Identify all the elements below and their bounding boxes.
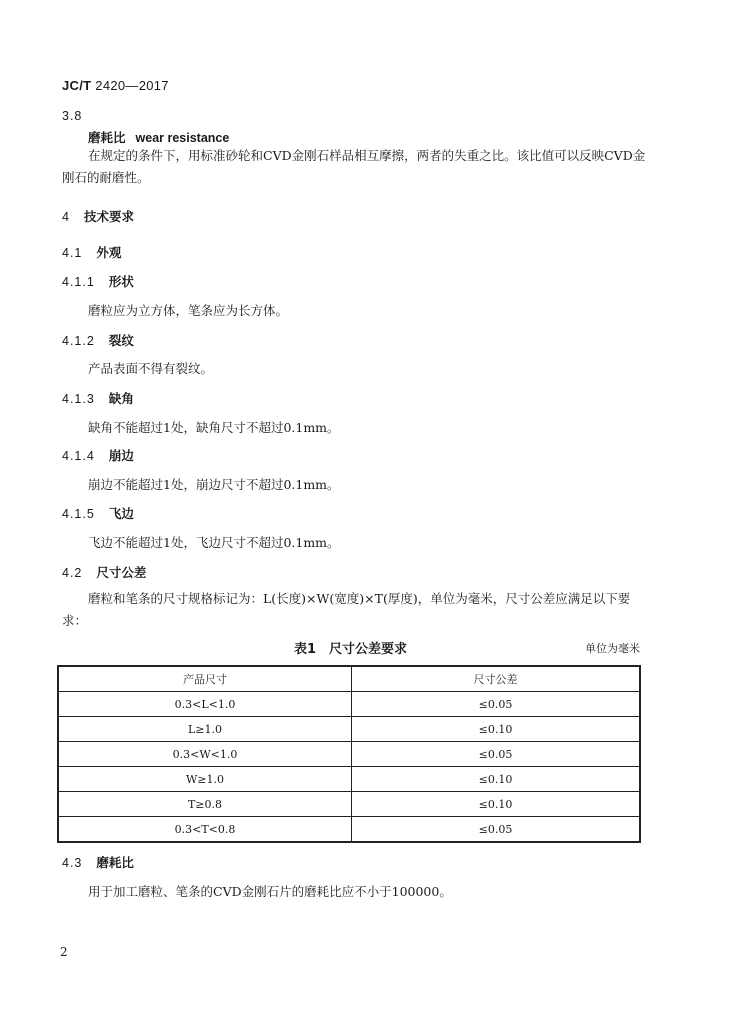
table-cell: ≤0.10 <box>352 767 641 792</box>
chipped-edge-requirement-text: 崩边不能超过1处，崩边尺寸不超过0.1mm。 <box>88 477 340 492</box>
dimension-tolerance-text: 磨粒和笔条的尺寸规格标记为：L(长度)×W(宽度)×T(厚度)，单位为毫米，尺寸公差应满足以下要求： <box>62 591 631 628</box>
standard-code: JC/T <box>62 78 92 93</box>
table-cell: ≤0.10 <box>352 792 641 817</box>
shape-requirement-text: 磨粒应为立方体，笔条应为长方体。 <box>88 303 289 318</box>
page-number: 2 <box>60 945 68 959</box>
table-header-cell: 尺寸公差 <box>352 666 641 692</box>
section-heading-4-1-2: 4.1.2 裂纹 <box>62 333 134 348</box>
table-row <box>58 792 640 817</box>
standard-code-header <box>62 78 169 93</box>
section-heading-4-1: 4.1 外观 <box>62 245 122 260</box>
wear-ratio-requirement-text: 用于加工磨粒、笔条的CVD金刚石片的磨耗比应不小于100000。 <box>88 884 452 899</box>
table-cell: W≥1.0 <box>58 767 352 792</box>
flash-edge-requirement-text: 飞边不能超过1处，飞边尺寸不超过0.1mm。 <box>88 535 340 550</box>
table-cell: ≤0.05 <box>352 692 641 717</box>
section-heading-4-3: 4.3 磨耗比 <box>62 855 134 870</box>
table-header-row <box>58 666 640 692</box>
table-cell: ≤0.05 <box>352 817 641 843</box>
dimension-tolerance-table <box>57 665 641 843</box>
table-cell: ≤0.10 <box>352 717 641 742</box>
section-heading-4-1-5: 4.1.5 飞边 <box>62 506 134 521</box>
crack-requirement-text: 产品表面不得有裂纹。 <box>88 361 214 376</box>
section-heading-4-1-1: 4.1.1 形状 <box>62 274 134 289</box>
section-heading-4-1-4: 4.1.4 崩边 <box>62 448 134 463</box>
table-row <box>58 692 640 717</box>
table-unit: 单位为毫米 <box>585 642 640 655</box>
section-heading-4-1-3: 4.1.3 缺角 <box>62 391 134 406</box>
term-chinese: 磨耗比 <box>88 130 126 145</box>
table-cell: 0.3<W<1.0 <box>58 742 352 767</box>
table-row <box>58 742 640 767</box>
standard-year: 2420—2017 <box>95 78 169 93</box>
term-definition: 在规定的条件下，用标准砂轮和CVD金刚石样品相互摩擦，两者的失重之比。该比值可以反映CVD金刚石的耐磨性。 <box>62 148 646 185</box>
clause-number-3-8: 3.8 <box>62 109 83 123</box>
table-caption: 表1 尺寸公差要求 <box>294 642 408 657</box>
section-heading-4: 4 技术要求 <box>62 209 134 224</box>
table-cell: ≤0.05 <box>352 742 641 767</box>
table-row <box>58 767 640 792</box>
table-cell: 0.3<T<0.8 <box>58 817 352 843</box>
section-heading-4-2: 4.2 尺寸公差 <box>62 565 147 580</box>
term-heading <box>88 127 229 146</box>
table-row <box>58 817 640 843</box>
term-english: wear resistance <box>135 131 230 145</box>
table-row <box>58 717 640 742</box>
table-cell: L≥1.0 <box>58 717 352 742</box>
table-header-cell: 产品尺寸 <box>58 666 352 692</box>
table-cell: T≥0.8 <box>58 792 352 817</box>
table-cell: 0.3<L<1.0 <box>58 692 352 717</box>
missing-corner-requirement-text: 缺角不能超过1处，缺角尺寸不超过0.1mm。 <box>88 420 340 435</box>
